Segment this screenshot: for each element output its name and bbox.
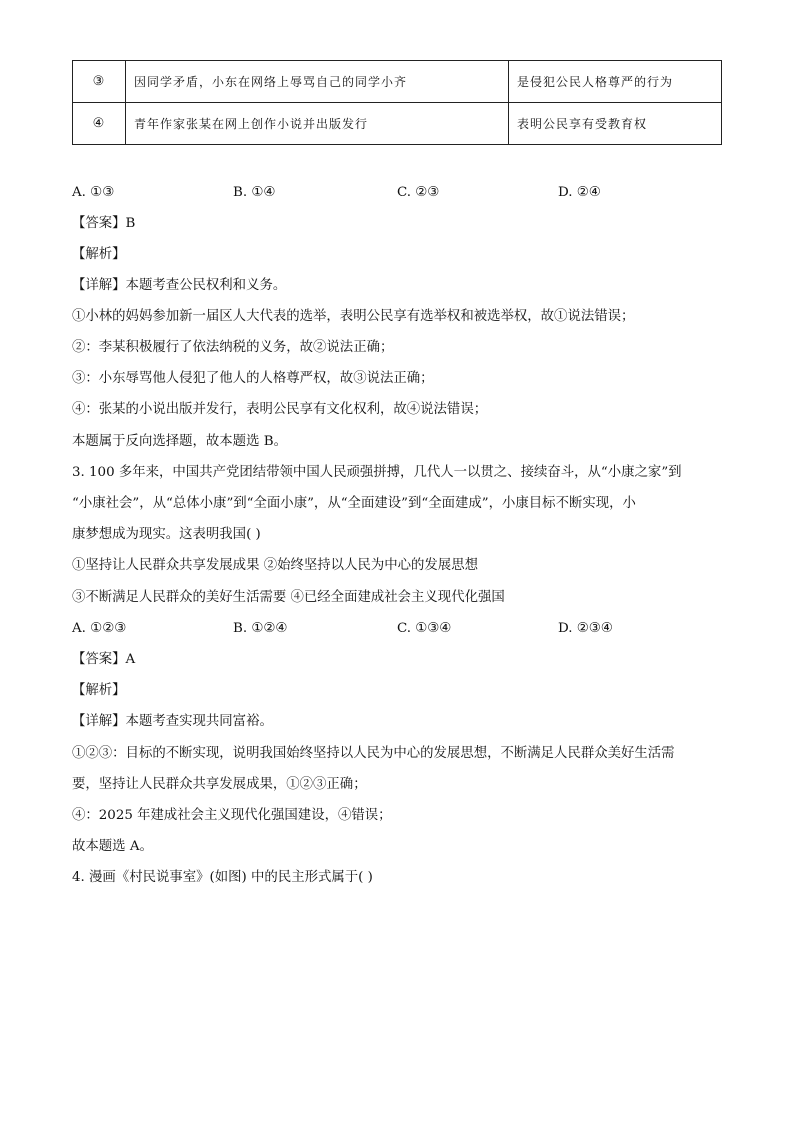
q3-line: ①②③：目标的不断实现，说明我国始终坚持以人民为中心的发展思想，不断满足人民群众美好生活需 <box>72 746 675 761</box>
row-meaning: 是侵犯公民人格尊严的行为 <box>509 61 722 103</box>
q3-options-line: ①坚持让人民群众共享发展成果 ②始终坚持以人民为中心的发展思想 <box>72 558 478 573</box>
q3-analysis: 【解析】 <box>72 683 126 698</box>
q2-conclusion: 本题属于反向选择题，故本题选 B。 <box>72 434 287 449</box>
q2-line: ②：李某积极履行了依法纳税的义务，故②说法正确； <box>72 340 394 355</box>
q2-line: ③：小东辱骂他人侵犯了他人的人格尊严权，故③说法正确； <box>72 371 434 386</box>
q3-line: ④：2025 年建成社会主义现代化强国建设，④错误； <box>72 808 392 823</box>
q2-line: ①小林的妈妈参加新一届区人大代表的选举，表明公民享有选举权和被选举权，故①说法错误； <box>72 309 635 324</box>
row-number: ③ <box>73 61 126 103</box>
q2-line: ④：张某的小说出版并发行，表明公民享有文化权利，故④说法错误； <box>72 402 488 417</box>
choice-c: C. ①③④ <box>397 621 452 636</box>
q3-stem-line: 3. 100 多年来，中国共产党团结带领中国人民顽强拼搏，几代人一以贯之、接续奋斗，从“小康之家”到 <box>72 465 682 480</box>
q2-detail: 【详解】本题考查公民权利和义务。 <box>72 278 287 293</box>
q3-conclusion: 故本题选 A。 <box>72 839 153 854</box>
table-row <box>73 103 722 145</box>
choice-b: B. ①②④ <box>233 621 288 636</box>
options-table <box>72 60 722 145</box>
q4-stem: 4. 漫画《村民说事室》(如图) 中的民主形式属于( ) <box>72 870 373 885</box>
row-event: 青年作家张某在网上创作小说并出版发行 <box>126 103 509 145</box>
choice-c: C. ②③ <box>397 185 440 200</box>
table-row <box>73 61 722 103</box>
q3-stem-line: “小康社会”，从“总体小康”到“全面小康”，从“全面建设”到“全面建成”，小康目标不断实现，小 <box>72 496 636 511</box>
q3-answer: 【答案】A <box>72 652 136 667</box>
choice-a: A. ①③ <box>72 185 115 200</box>
q3-stem-line: 康梦想成为现实。这表明我国( ) <box>72 527 261 542</box>
q2-answer: 【答案】B <box>72 216 136 231</box>
q3-detail: 【详解】本题考查实现共同富裕。 <box>72 714 273 729</box>
q3-line: 要，坚持让人民群众共享发展成果，①②③正确； <box>72 777 367 792</box>
choice-d: D. ②③④ <box>558 621 613 636</box>
row-event: 因同学矛盾，小东在网络上辱骂自己的同学小齐 <box>126 61 509 103</box>
q2-analysis: 【解析】 <box>72 247 126 262</box>
choice-a: A. ①②③ <box>72 621 127 636</box>
choice-d: D. ②④ <box>558 185 601 200</box>
row-meaning: 表明公民享有受教育权 <box>509 103 722 145</box>
row-number: ④ <box>73 103 126 145</box>
choice-b: B. ①④ <box>233 185 276 200</box>
q3-options-line: ③不断满足人民群众的美好生活需要 ④已经全面建成社会主义现代化强国 <box>72 590 505 605</box>
